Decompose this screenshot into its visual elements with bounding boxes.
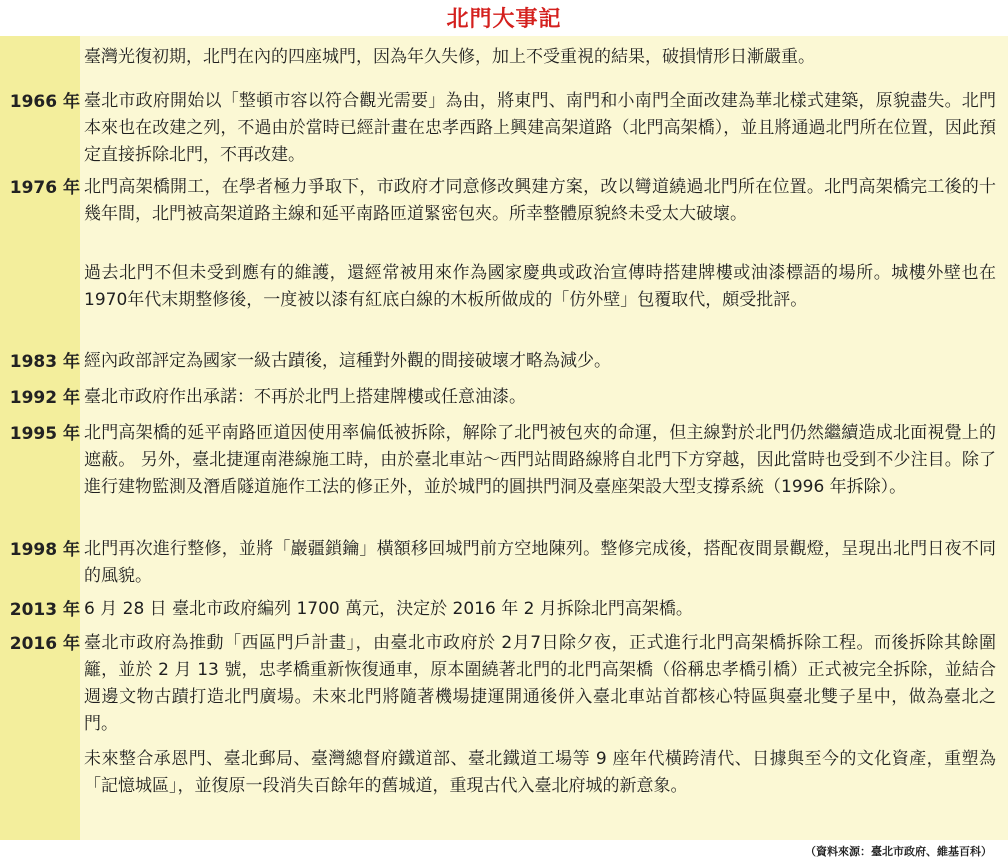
entry-year: 2016 年 (9, 634, 80, 654)
entry-year: 2013 年 (9, 600, 80, 620)
entry-text: 臺北市政府為推動「西區門戶計畫」，由臺北市政府於 2月7日除夕夜，正式進行北門高架橋拆除工程。而後拆除其餘圍籬，並於 2 月 13 號，忠孝橋重新恢復通車，原本圍繞著北門的北門高架橋（俗稱忠孝橋引橋）正式被完全拆除，並結合週邊文物古蹟打造北門廣場。未來北門將隨著機場捷運開通後併入臺北車站首都核心特區與臺北雙子星中，做為臺北之門。 (84, 633, 996, 734)
entry-text: 臺北市政府開始以「整頓市容以符合觀光需要」為由，將東門、南門和小南門全面改建為華北樣式建築，原貌盡失。北門本來也在改建之列，不過由於當時已經計畫在忠孝西路上興建高架道路（北門高架橋），並且將通過北門所在位置，因此預定直接拆除北門，不再改建。 (84, 91, 996, 165)
entry-text: 臺灣光復初期，北門在內的四座城門，因為年久失修，加上不受重視的結果，破損情形日漸嚴重。 (84, 47, 815, 67)
entry-text: 經內政部評定為國家一級古蹟後，這種對外觀的間接破壞才略為減少。 (84, 351, 611, 371)
entry-text: 北門高架橋開工，在學者極力爭取下，市政府才同意修改興建方案，改以彎道繞過北門所在位置。北門高架橋完工後的十幾年間，北門被高架道路主線和延平南路匝道緊密包夾。所幸整體原貌終未受太大破壞。 (84, 177, 996, 224)
entry-text: 北門高架橋的延平南路匝道因使用率偏低被拆除，解除了北門被包夾的命運，但主線對於北門仍然繼續造成北面視覺上的遮蔽。 另外，臺北捷運南港線施工時，由於臺北車站～西門站間路線將自北門下方穿越，因此當時也受到不少注目。除了進行建物監測及潛盾隧道施作工法的修正外，並於城門的圓拱門洞及臺座架設大型支撐系統（1996 年拆除）。 (84, 423, 996, 497)
entry-year: 1983 年 (9, 352, 80, 372)
entry-text: 未來整合承恩門、臺北郵局、臺灣總督府鐵道部、臺北鐵道工場等 9 座年代橫跨清代、日據與至今的文化資產，重塑為「記憶城區」，並復原一段消失百餘年的舊城道，重現古代入臺北府城的新意象。 (84, 749, 996, 796)
entry-text: 6 月 28 日 臺北市政府編列 1700 萬元，決定於 2016 年 2 月拆除北門高架橋。 (84, 599, 693, 619)
entry-text: 過去北門不但未受到應有的維護，還經常被用來作為國家慶典或政治宣傳時搭建牌樓或油漆標語的場所。城樓外壁也在1970年代末期整修後，一度被以漆有紅底白線的木板所做成的「仿外壁」包覆取代，頗受批評。 (84, 263, 996, 310)
entry-year: 1998 年 (9, 540, 80, 560)
entry-year: 1966 年 (9, 92, 80, 112)
page-title: 北門大事記 (446, 7, 562, 32)
entry-year: 1995 年 (9, 424, 80, 444)
source-note: （資料來源：臺北市政府、維基百科） (805, 845, 992, 858)
entry-year: 1992 年 (9, 388, 80, 408)
entry-year: 1976 年 (9, 178, 80, 198)
entry-text: 臺北市政府作出承諾：不再於北門上搭建牌樓或任意油漆。 (84, 387, 526, 407)
entry-text: 北門再次進行整修，並將「巖疆鎖鑰」橫額移回城門前方空地陳列。整修完成後，搭配夜間景觀燈，呈現出北門日夜不同的風貌。 (84, 539, 996, 586)
timeline-panel (0, 36, 1008, 840)
